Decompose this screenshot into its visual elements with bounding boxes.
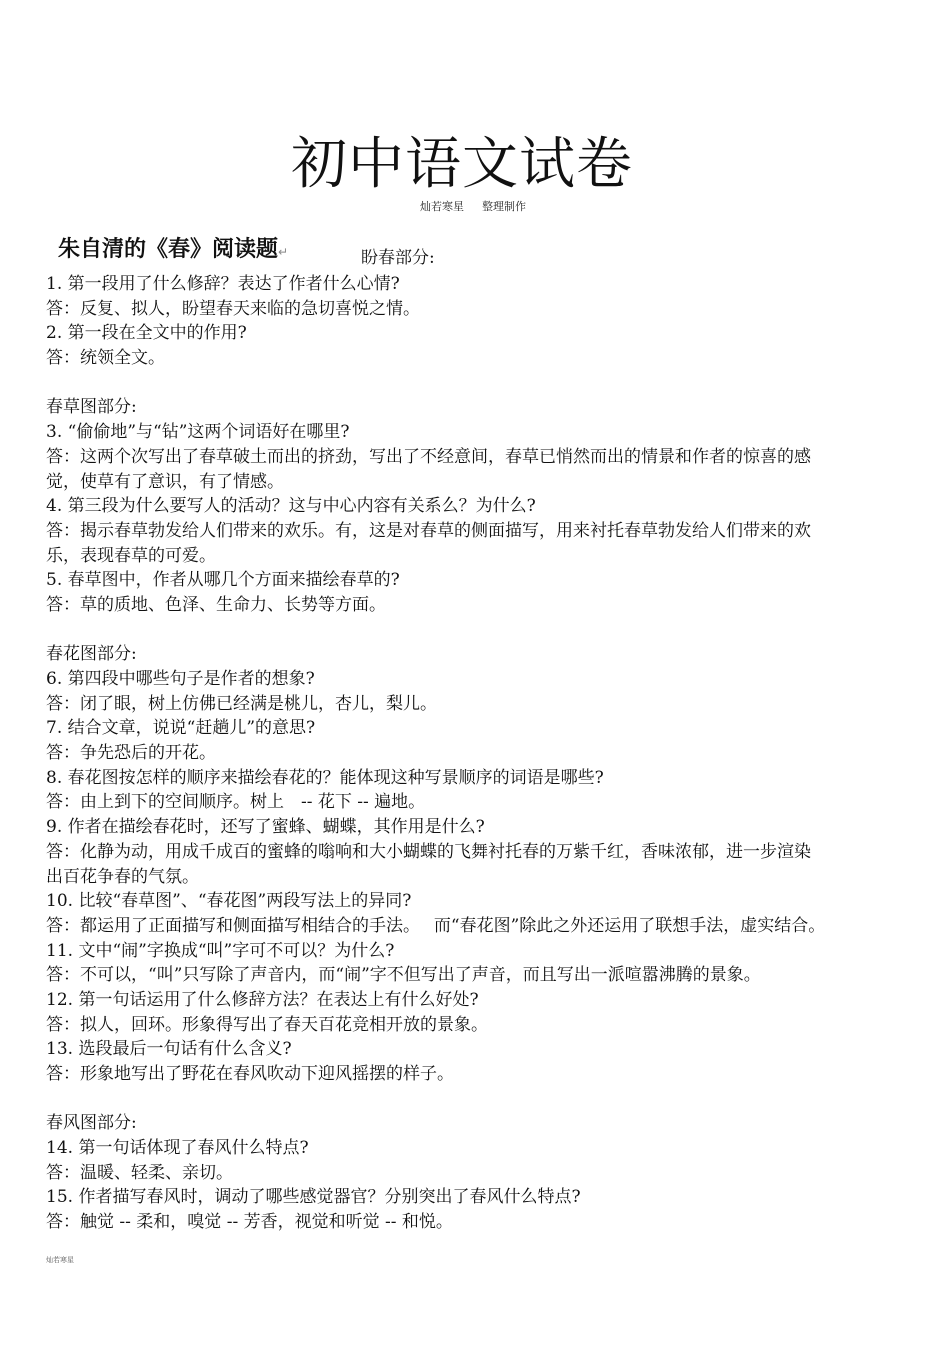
- blank-line: [46, 618, 926, 643]
- question-line: 13. 选段最后一句话有什么含义?: [46, 1039, 292, 1060]
- answer-line: 答：由上到下的空间顺序。树上 -- 花下 -- 遍地。: [46, 792, 426, 813]
- subtitle-note: 整理制作: [482, 200, 526, 213]
- answer-line: 答：反复、拟人，盼望春天来临的急切喜悦之情。: [46, 298, 420, 319]
- answer-line: 答：形象地写出了野花在春风吹动下迎风摇摆的样子。: [46, 1064, 454, 1084]
- subtitle-author: 灿若寒星: [420, 200, 464, 213]
- answer-line: 答：闭了眼，树上仿佛已经满是桃儿，杏儿，梨儿。: [46, 693, 437, 714]
- subtitle: [0, 199, 946, 215]
- part-label: 春花图部分:: [46, 644, 137, 665]
- qa-content: [46, 272, 926, 1235]
- question-line: 15. 作者描写春风时，调动了哪些感觉器官？分别突出了春风什么特点?: [46, 1187, 581, 1208]
- question-line: 3. “偷偷地”与“钻”这两个词语好在哪里?: [46, 422, 350, 443]
- answer-line: 答：这两个次写出了春草破土而出的挤劲，写出了不经意间，春草已悄然而出的情景和作者的惊喜的感: [46, 446, 811, 467]
- text-line: 觉，使草有了意识，有了情感。: [46, 471, 284, 492]
- question-line: 2. 第一段在全文中的作用?: [46, 323, 247, 344]
- question-line: 4. 第三段为什么要写人的活动？这与中心内容有关系么？为什么?: [46, 496, 536, 517]
- heading-text: 朱自清的《春》阅读题: [58, 237, 279, 262]
- part-label: 春风图部分:: [46, 1113, 137, 1134]
- return-mark: ↵: [278, 245, 289, 259]
- answer-line: 答：统领全文。: [46, 348, 165, 369]
- answer-line: 答：化静为动，用成千成百的蜜蜂的嗡响和大小蝴蝶的飞舞衬托春的万紫千红，香味浓郁，进一步渲染: [46, 841, 811, 862]
- answer-line: 答：都运用了正面描写和侧面描写相结合的手法。 而“春花图”除此之外还运用了联想手法，虚实结合。: [46, 915, 826, 936]
- answer-line: 答：揭示春草勃发给人们带来的欢乐。有，这是对春草的侧面描写，用来衬托春草勃发给人们带来的欢: [46, 520, 811, 541]
- question-line: 5. 春草图中，作者从哪几个方面来描绘春草的?: [46, 570, 400, 591]
- question-line: 10. 比较“春草图”、“春花图”两段写法上的异同?: [46, 891, 412, 912]
- answer-line: 答：触觉 -- 柔和，嗅觉 -- 芳香，视觉和听觉 -- 和悦。: [46, 1212, 453, 1233]
- footer-watermark: 灿若寒星: [46, 1256, 74, 1264]
- blank-line: [46, 1087, 926, 1112]
- answer-line: 答：不可以，“叫”只写除了声音内，而“闹”字不但写出了声音，而且写出一派喧嚣沸腾的景象。: [46, 965, 761, 986]
- section-heading: [58, 235, 288, 267]
- answer-line: 答：争先恐后的开花。: [46, 743, 216, 764]
- question-line: 8. 春花图按怎样的顺序来描绘春花的？能体现这种写景顺序的词语是哪些?: [46, 767, 604, 788]
- text-line: 乐，表现春草的可爱。: [46, 545, 216, 566]
- question-line: 14. 第一句话体现了春风什么特点?: [46, 1138, 309, 1159]
- question-line: 9. 作者在描绘春花时，还写了蜜蜂、蝴蝶，其作用是什么?: [46, 817, 485, 838]
- answer-line: 答：拟人，回环。形象得写出了春天百花竞相开放的景象。: [46, 1014, 488, 1035]
- question-line: 12. 第一句话运用了什么修辞方法？在表达上有什么好处?: [46, 989, 479, 1010]
- blank-line: [46, 371, 926, 396]
- question-line: 7. 结合文章，说说“赶趟儿”的意思?: [46, 718, 316, 739]
- answer-line: 答：草的质地、色泽、生命力、长势等方面。: [46, 594, 386, 615]
- answer-line: 答：温暖、轻柔、亲切。: [46, 1162, 233, 1183]
- question-line: 11. 文中“闹”字换成“叫”字可不可以？为什么?: [46, 940, 395, 961]
- question-line: 6. 第四段中哪些句子是作者的想象?: [46, 669, 315, 689]
- part-label: 春草图部分:: [46, 397, 137, 418]
- question-line: 1. 第一段用了什么修辞？表达了作者什么心情?: [46, 274, 400, 294]
- page-title: 初中语文试卷: [291, 132, 633, 197]
- text-line: 出百花争春的气氛。: [46, 866, 199, 887]
- part-label-panchun: 盼春部分:: [361, 248, 435, 268]
